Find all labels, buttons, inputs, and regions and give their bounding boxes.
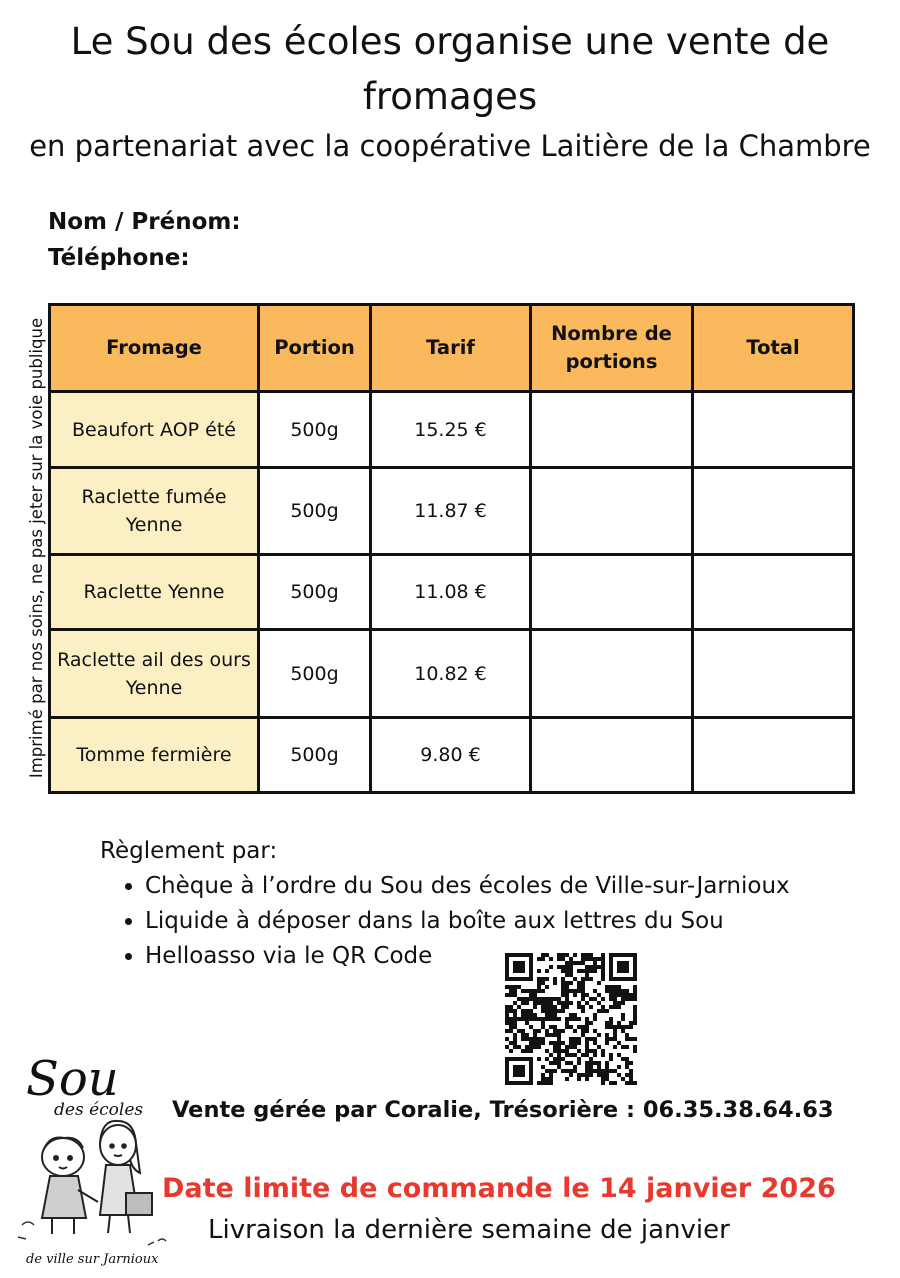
payment-methods-list bbox=[100, 869, 790, 974]
header-total: Total bbox=[693, 305, 854, 392]
cheese-price: 11.08 € bbox=[371, 555, 531, 630]
logo-village-text: de ville sur Jarnioux bbox=[26, 1252, 159, 1267]
child-left-icon bbox=[42, 1137, 98, 1234]
cheese-price: 10.82 € bbox=[371, 630, 531, 718]
qr-code-icon[interactable] bbox=[505, 953, 637, 1085]
header-nombre-portions: Nombre de portions bbox=[531, 305, 693, 392]
header-tarif: Tarif bbox=[371, 305, 531, 392]
header-portion: Portion bbox=[259, 305, 371, 392]
cheese-name: Tomme fermière bbox=[50, 718, 259, 793]
table-header-row bbox=[50, 305, 854, 392]
logo-ecoles-text: des écoles bbox=[54, 1100, 144, 1120]
portions-count-cell[interactable] bbox=[531, 630, 693, 718]
table-row bbox=[50, 555, 854, 630]
cheese-price: 15.25 € bbox=[371, 392, 531, 468]
payment-heading: Règlement par: bbox=[100, 838, 278, 864]
total-cell[interactable] bbox=[693, 630, 854, 718]
phone-field-label: Téléphone: bbox=[48, 245, 190, 271]
header-fromage: Fromage bbox=[50, 305, 259, 392]
cheese-name: Raclette fumée Yenne bbox=[50, 468, 259, 555]
list-item: • Chèque à l’ordre du Sou des écoles de Ville-sur-Jarnioux bbox=[145, 869, 790, 904]
portions-count-cell[interactable] bbox=[531, 718, 693, 793]
cheese-name: Beaufort AOP été bbox=[50, 392, 259, 468]
seller-contact: Vente gérée par Coralie, Trésorière : 06.35.38.64.63 bbox=[172, 1097, 834, 1123]
table-row bbox=[50, 630, 854, 718]
payment-section bbox=[100, 834, 790, 974]
portions-count-cell[interactable] bbox=[531, 555, 693, 630]
cheese-portion: 500g bbox=[259, 718, 371, 793]
cheese-portion: 500g bbox=[259, 630, 371, 718]
order-table bbox=[48, 303, 855, 794]
cheese-price: 11.87 € bbox=[371, 468, 531, 555]
order-deadline: Date limite de commande le 14 janvier 2026 bbox=[162, 1173, 836, 1204]
table-row bbox=[50, 718, 854, 793]
cheese-name: Raclette Yenne bbox=[50, 555, 259, 630]
leaves-decoration bbox=[18, 1222, 166, 1245]
cheese-portion: 500g bbox=[259, 468, 371, 555]
cheese-price: 9.80 € bbox=[371, 718, 531, 793]
table-row bbox=[50, 468, 854, 555]
name-field-label: Nom / Prénom: bbox=[48, 209, 241, 235]
portions-count-cell[interactable] bbox=[531, 468, 693, 555]
total-cell[interactable] bbox=[693, 555, 854, 630]
total-cell[interactable] bbox=[693, 392, 854, 468]
cheese-portion: 500g bbox=[259, 555, 371, 630]
child-right-icon bbox=[100, 1121, 152, 1233]
sou-logo bbox=[8, 1045, 173, 1271]
logo-sou-text: Sou bbox=[26, 1051, 119, 1107]
list-item: • Helloasso via le QR Code bbox=[145, 939, 790, 974]
cheese-portion: 500g bbox=[259, 392, 371, 468]
cheese-name: Raclette ail des ours Yenne bbox=[50, 630, 259, 718]
list-item: • Liquide à déposer dans la boîte aux lettres du Sou bbox=[145, 904, 790, 939]
table-row bbox=[50, 392, 854, 468]
total-cell[interactable] bbox=[693, 468, 854, 555]
page-subtitle: en partenariat avec la coopérative Laitière de la Chambre bbox=[29, 129, 871, 163]
delivery-info: Livraison la dernière semaine de janvier bbox=[208, 1215, 730, 1245]
total-cell[interactable] bbox=[693, 718, 854, 793]
portions-count-cell[interactable] bbox=[531, 392, 693, 468]
page-title: Le Sou des écoles organise une vente de fromages bbox=[70, 20, 830, 118]
side-print-note: Imprimé par nos soins, ne pas jeter sur la voie publique bbox=[27, 317, 46, 779]
